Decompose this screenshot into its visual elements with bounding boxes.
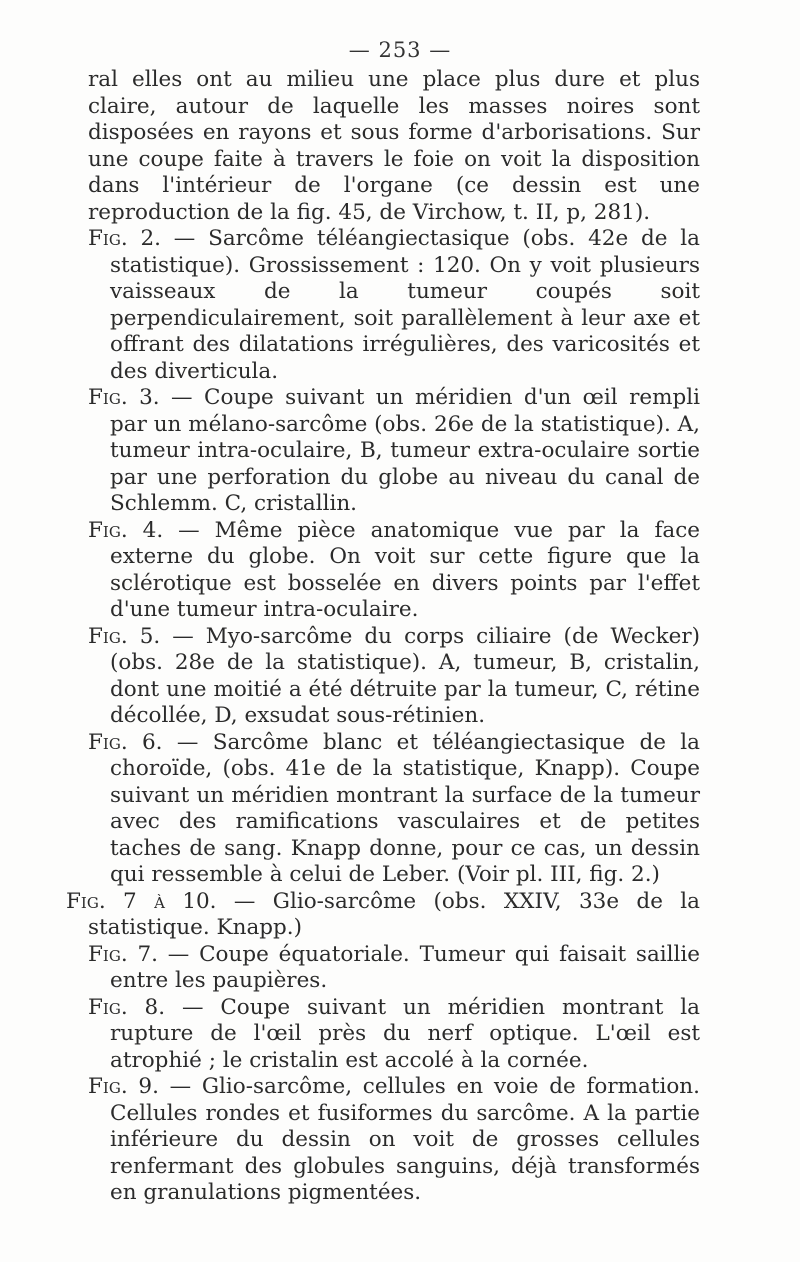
caption-text: — Coupe suivant un méridien montrant la rupture de l'œil près du nerf optique. L'œil est atrophié ; le cristalin est accolé à la cornée.	[110, 994, 700, 1073]
paragraph-text: ral elles ont au milieu une place plus dure et plus claire, autour de laquelle les masses noires sont disposées en rayons et sous forme d'arborisations. Sur une coupe faite à travers le foie on voit la disposition dans l'intérieur de l'organe (ce dessin est une reproduction de la fig. 45, de Virchow, t. II, p, 281).	[88, 67, 700, 225]
figure-label: Fig. 4.	[88, 517, 164, 543]
caption-fig-3	[60, 385, 700, 518]
caption-text: — Glio-sarcôme (obs. XXIV, 33e de la statistique. Knapp.)	[88, 888, 700, 940]
caption-text: — Coupe équatoriale. Tumeur qui faisait saillie entre les paupières.	[110, 941, 700, 993]
caption-text: — Sarcôme blanc et téléangiectasique de la choroïde, (obs. 41e de la statistique, Knapp). Coupe suivant un méridien montrant la surface de la tumeur avec des ramifications vasculaires et de petites taches de sang. Knapp donne, pour ce cas, un dessin qui ressemble à celui de Leber. (Voir pl. III, fig. 2.)	[110, 729, 700, 887]
figure-label: Fig. 8.	[88, 994, 166, 1020]
figure-label: Fig. 7.	[88, 941, 158, 967]
figure-label: Fig. 6.	[88, 729, 163, 755]
caption-fig-8	[60, 995, 700, 1075]
caption-text: — Glio-sarcôme, cellules en voie de formation. Cellules rondes et fusiformes du sarcôme. A la partie inférieure du dessin on voit de grosses cellules renfermant des globules sanguins, déjà transformés en granulations pigmentées.	[110, 1074, 700, 1205]
caption-text: — Coupe suivant un méridien d'un œil rempli par un mélano-sarcôme (obs. 26e de la statistique). A, tumeur intra-oculaire, B, tumeur extra-oculaire sortie par une perforation du globe au niveau du canal de Schlemm. C, cristallin.	[110, 385, 701, 516]
caption-fig-2	[60, 226, 700, 385]
caption-text: — Myo-sarcôme du corps ciliaire (de Wecker) (obs. 28e de la statistique). A, tumeur, B, cristalin, dont une moitié a été détruite par la tumeur, C, rétine décollée, D, exsudat sous-rétinien.	[110, 623, 700, 728]
caption-fig-7-to-10	[60, 889, 700, 942]
caption-fig-5	[60, 624, 700, 730]
caption-fig-4	[60, 518, 700, 624]
page-number: — 253 —	[348, 38, 452, 62]
caption-text: — Même pièce anatomique vue par la face externe du globe. On voit sur cette figure que la sclérotique est bosselée en divers points par l'effet d'une tumeur intra-oculaire.	[110, 517, 701, 622]
caption-text-block	[60, 67, 700, 1207]
figure-label: Fig. 9.	[88, 1074, 159, 1099]
caption-fig-9	[60, 1074, 700, 1207]
caption-text: — Sarcôme téléangiectasique (obs. 42e de la statistique). Grossissement : 120. On y voit plusieurs vaisseaux de la tumeur coupés soit perpendiculairement, soit parallèlement à leur axe et offrant des dilatations irrégulières, des varicosités et des diverticula.	[110, 226, 700, 384]
figure-label: Fig. 5.	[88, 623, 161, 649]
caption-fig-7	[60, 942, 700, 995]
paragraph-continuation	[60, 67, 700, 226]
figure-label: Fig. 7 à 10.	[66, 888, 217, 914]
figure-label: Fig. 2.	[88, 226, 161, 251]
caption-fig-6	[60, 730, 700, 889]
figure-label: Fig. 3.	[88, 385, 160, 410]
